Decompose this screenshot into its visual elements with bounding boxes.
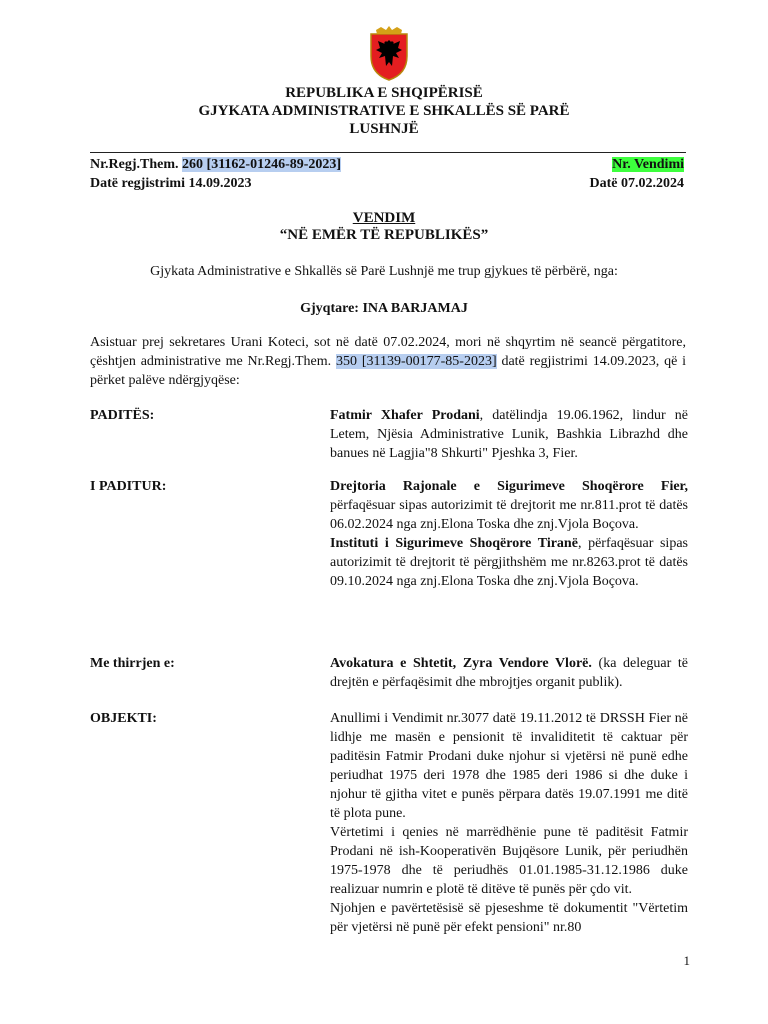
decision-number [612, 156, 684, 173]
assist-before: Asistuar prej sekretares Urani Koteci, sot në datë 07.02.2024, mori në shqyrtim në seancë përgatitore, çështjen administrative me Nr.Regj.Them. [90, 335, 686, 369]
plaintiff-text: , datëlindja 19.06.1962, lindur në Letem, Njësia Administrative Lunik, Bashkia Librazhd dhe banues në Lagjia"8 Shkurti" Pjeshka 3, Fier. [330, 408, 688, 461]
defendant-details [330, 477, 688, 591]
summoned-name: Avokatura e Shtetit, Zyra Vendore Vlorë. [330, 656, 592, 671]
registry-value: 260 [31162-01246-89-2023] [182, 157, 342, 172]
plaintiff-label: PADITËS: [90, 408, 155, 423]
object-label: OBJEKTI: [90, 711, 157, 726]
decision-subtitle: “NË EMËR TË REPUBLIKËS” [279, 227, 489, 243]
summoned-details [330, 654, 688, 692]
plaintiff-details [330, 406, 688, 463]
defendant1-name: Drejtoria Rajonale e Sigurimeve Shoqërore Fier, [330, 479, 688, 494]
registry-number [90, 156, 341, 173]
registry-label: Nr.Regj.Them. [90, 157, 179, 172]
header-city: LUSHNJË [349, 121, 419, 137]
summoned-label: Me thirrjen e: [90, 656, 175, 671]
decision-label: Nr. Vendimi [612, 157, 684, 172]
object-paragraph-3: Njohjen e pavërtetësisë së pjeseshme të dokumentit "Vërtetim për vjetërsi në punë për efekt pensioni" nr.80 [330, 901, 688, 935]
assist-paragraph [90, 333, 686, 390]
decision-date: Datë 07.02.2024 [589, 176, 684, 191]
summoned-text: (ka deleguar të drejtën e përfaqësimit dhe mbrojtjes organit publik). [330, 656, 688, 690]
assist-after: datë regjistrimi 14.09.2023, që i përket palëve ndërgjyqëse: [90, 354, 686, 388]
defendant-label: I PADITUR: [90, 479, 167, 494]
header-divider [90, 152, 686, 153]
defendant2-name: Instituti i Sigurimeve Shoqërore Tiranë [330, 536, 578, 551]
plaintiff-name: Fatmir Xhafer Prodani [330, 408, 480, 423]
intro-text: Gjykata Administrative e Shkallës së Parë Lushnjë me trup gjykues të përbërë, nga: [150, 264, 618, 279]
judge-name: Gjyqtare: INA BARJAMAJ [300, 301, 468, 316]
defendant1-text: përfaqësuar sipas autorizimit të drejtorit me nr.811.prot të datës 06.02.2024 nga znj.Elona Toska dhe znj.Vjola Boçova. [330, 498, 688, 532]
decision-title: VENDIM [352, 210, 416, 226]
header-country: REPUBLIKA E SHQIPËRISË [285, 85, 483, 101]
object-paragraph-2: Vërtetimi i qenies në marrëdhënie pune të paditësit Fatmir Prodani në ish-Kooperativën Bujqësore Lunik, për periudhën 1975-1978 dhe të periudhës 01.01.1985-31.12.1986 duke realizuar numrin e plotë të ditëve të punës për çdo vit. [330, 825, 688, 897]
object-details [330, 709, 688, 937]
albania-coat-of-arms-icon [368, 26, 410, 82]
page-number: 1 [683, 953, 690, 968]
header-court: GJYKATA ADMINISTRATIVE E SHKALLËS SË PARË [198, 103, 570, 119]
assist-case-number: 350 [31139-00177-85-2023] [335, 354, 497, 369]
object-paragraph-1: Anullimi i Vendimit nr.3077 datë 19.11.2012 të DRSSH Fier në lidhje me masën e pensionit të invaliditetit të caktuar për paditësin Fatmir Prodani duke njohur si vjetërsi në punë edhe periudhat 1975 deri 1978 dhe 1985 deri 1986 si dhe duke i njohur të gjitha vitet e punës përpara datës 19.07.1991 me ditë të plota pune. [330, 711, 688, 821]
registry-date: Datë regjistrimi 14.09.2023 [90, 176, 252, 191]
defendant2-text: , përfaqësuar sipas autorizimit të drejtorit të përgjithshëm me nr.8263.prot të datës 09.10.2024 nga znj.Elona Toska dhe znj.Vjola Boçova. [330, 536, 688, 589]
